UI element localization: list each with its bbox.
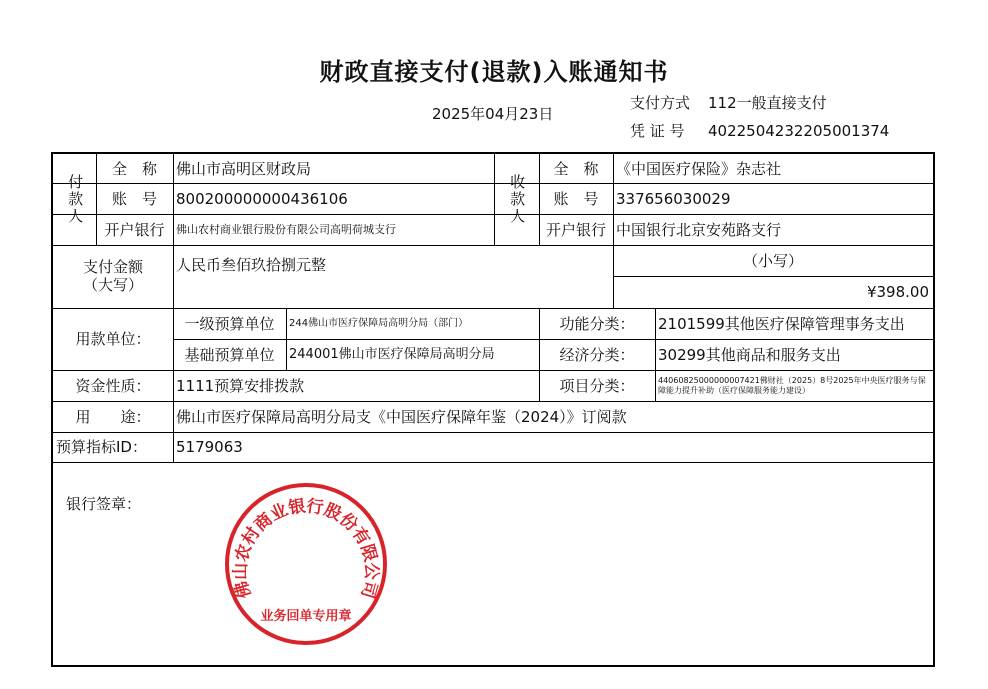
voucher-value: 4022504232205001374 bbox=[708, 122, 890, 140]
payee-account-label: 账 号 bbox=[553, 189, 599, 208]
project-class-value: 44060825000000007421佛财社（2025）8号2025年中央医疗服务与保障能力提升补助（医疗保障服务能力建设） bbox=[658, 375, 926, 395]
document-date: 2025年04月23日 bbox=[432, 105, 554, 123]
budget-index-value: 5179063 bbox=[176, 438, 243, 456]
page-title: 财政直接支付(退款)入账通知书 bbox=[319, 58, 669, 86]
seal-arc-text: 佛山农村商业银行股份有限公司 bbox=[230, 496, 382, 601]
level1-budget-value: 244佛山市医疗保障局高明分局（部门） bbox=[289, 317, 469, 329]
fund-nature-value: 1111预算安排拨款 bbox=[176, 376, 305, 395]
payer-name-label: 全 称 bbox=[111, 159, 157, 178]
function-class-label: 功能分类： bbox=[559, 314, 635, 333]
amount-label bbox=[53, 245, 173, 308]
base-budget-label: 基础预算单位 bbox=[184, 345, 275, 364]
payer-account-value: 800200000000436106 bbox=[176, 189, 348, 208]
notice-table bbox=[51, 152, 935, 667]
voucher-label: 凭 证 号 bbox=[630, 122, 685, 140]
payer-bank-value: 佛山农村商业银行股份有限公司高明荷城支行 bbox=[176, 222, 396, 236]
budget-index-label: 预算指标ID： bbox=[56, 438, 147, 456]
base-budget-value: 244001佛山市医疗保障局高明分局 bbox=[289, 346, 495, 362]
payee-section-text: 收款人 bbox=[508, 174, 527, 225]
purpose-label: 用 途： bbox=[75, 407, 151, 426]
payee-name-value: 《中国医疗保险》杂志社 bbox=[616, 159, 782, 178]
payee-bank-label: 开户银行 bbox=[545, 220, 606, 239]
purpose-value: 佛山市医疗保障局高明分局支《中国医疗保障年鉴（2024）》订阅款 bbox=[176, 407, 627, 426]
payer-bank-label: 开户银行 bbox=[104, 220, 165, 239]
payer-account-label: 账 号 bbox=[111, 189, 157, 208]
payment-method-label: 支付方式 bbox=[630, 94, 691, 112]
amount-lowercase-value: ¥398.00 bbox=[866, 283, 929, 301]
payee-section-label bbox=[494, 154, 539, 245]
economic-class-label: 经济分类： bbox=[559, 345, 635, 364]
level1-budget-label: 一级预算单位 bbox=[184, 314, 275, 333]
voucher-number bbox=[630, 120, 889, 141]
economic-class-value: 30299其他商品和服务支出 bbox=[658, 345, 841, 364]
amount-label-line1: 支付金额 bbox=[82, 258, 143, 277]
bank-seal-stamp bbox=[222, 480, 390, 650]
payment-method bbox=[630, 92, 827, 113]
fund-nature-label: 资金性质： bbox=[75, 376, 151, 395]
payee-name-label: 全 称 bbox=[553, 159, 599, 178]
payer-name-value: 佛山市高明区财政局 bbox=[176, 159, 312, 178]
payee-account-value: 337656030029 bbox=[616, 189, 731, 208]
amount-uppercase-value: 人民币叁佰玖拾捌元整 bbox=[176, 256, 327, 274]
seal-subtext: 业务回单专用章 bbox=[260, 609, 352, 624]
amount-label-line2: （大写） bbox=[82, 275, 143, 294]
payer-section-label bbox=[53, 154, 96, 245]
project-class-label: 项目分类： bbox=[559, 376, 635, 395]
function-class-value: 2101599其他医疗保障管理事务支出 bbox=[658, 314, 905, 333]
bank-signature-label: 银行签章： bbox=[66, 495, 142, 513]
amount-lowercase-label: （小写） bbox=[742, 251, 803, 270]
payer-section-text: 付款人 bbox=[66, 174, 85, 225]
payee-bank-value: 中国银行北京安苑路支行 bbox=[616, 220, 782, 239]
payment-method-value: 112一般直接支付 bbox=[708, 94, 827, 112]
budget-unit-label: 用款单位： bbox=[75, 330, 151, 348]
